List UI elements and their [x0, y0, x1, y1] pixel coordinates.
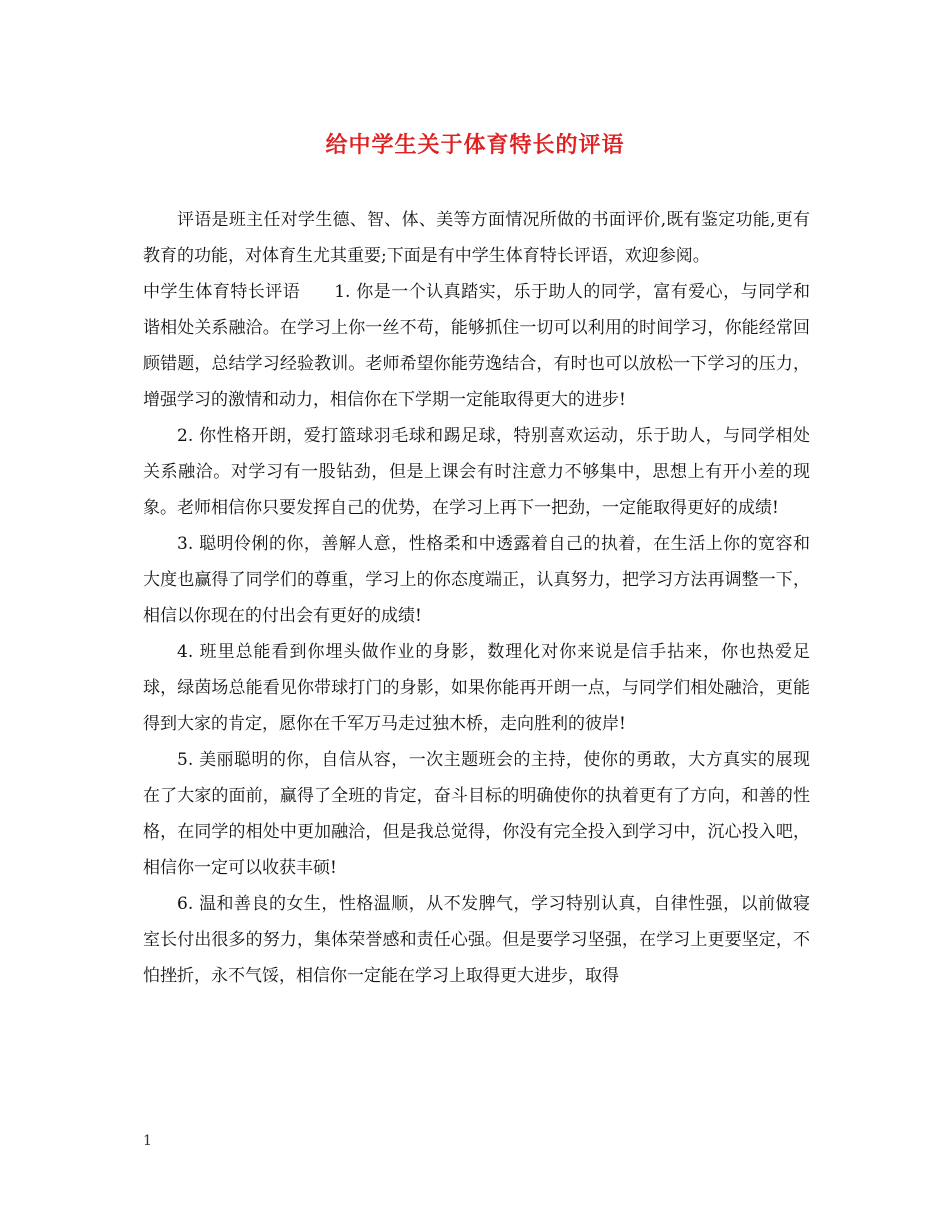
item-paragraph-3: 3. 聪明伶俐的你，善解人意，性格柔和中透露着自己的执着，在生活上你的宽容和大度也赢得了同学们的尊重，学习上的你态度端正，认真努力，把学习方法再调整一下，相信以你现在的付出会有更好的成绩!: [143, 534, 810, 626]
item-paragraph-2: 2. 你性格开朗，爱打篮球羽毛球和踢足球，特别喜欢运动，乐于助人，与同学相处关系融洽。对学习有一股钻劲，但是上课会有时注意力不够集中，思想上有开小差的现象。老师相信你只要发挥自己的优势，在学习上再下一把劲，一定能取得更好的成绩!: [143, 426, 810, 518]
item-paragraph-5: 5. 美丽聪明的你，自信从容，一次主题班会的主持，使你的勇敢，大方真实的展现在了大家的面前，赢得了全班的肯定，奋斗目标的明确使你的执着更有了方向，和善的性格，在同学的相处中更加融洽，但是我总觉得，你没有完全投入到学习中，沉心投入吧，相信你一定可以收获丰硕!: [143, 750, 810, 878]
document-body: [143, 202, 810, 994]
item-paragraph-6: 6. 温和善良的女生，性格温顺，从不发脾气，学习特别认真，自律性强，以前做寝室长付出很多的努力，集体荣誉感和责任心强。但是要学习坚强，在学习上更要坚定，不怕挫折，永不气馁，相信你一定能在学习上取得更大进步，取得: [143, 894, 810, 986]
document-title: 给中学生关于体育特长的评语: [325, 132, 625, 158]
item-paragraph-1: [143, 274, 810, 418]
item-text-1: 1. 你是一个认真踏实，乐于助人的同学，富有爱心，与同学和谐相处关系融洽。在学习上你一丝不苟，能够抓住一切可以利用的时间学习，你能经常回顾错题，总结学习经验教训。老师希望你能劳逸结合，有时也可以放松一下学习的压力，增强学习的激情和动力，相信你在下学期一定能取得更大的进步!: [143, 282, 811, 410]
section-label: 中学生体育特长评语: [143, 282, 301, 302]
page-number: 1: [143, 1133, 152, 1149]
intro-paragraph: 评语是班主任对学生德、智、体、美等方面情况所做的书面评价,既有鉴定功能,更有教育的功能，对体育生尤其重要;下面是有中学生体育特长评语，欢迎参阅。: [143, 210, 810, 266]
item-paragraph-4: 4. 班里总能看到你埋头做作业的身影，数理化对你来说是信手拈来，你也热爱足球，绿茵场总能看见你带球打门的身影，如果你能再开朗一点，与同学们相处融洽，更能得到大家的肯定，愿你在千军万马走过独木桥，走向胜利的彼岸!: [143, 642, 810, 734]
